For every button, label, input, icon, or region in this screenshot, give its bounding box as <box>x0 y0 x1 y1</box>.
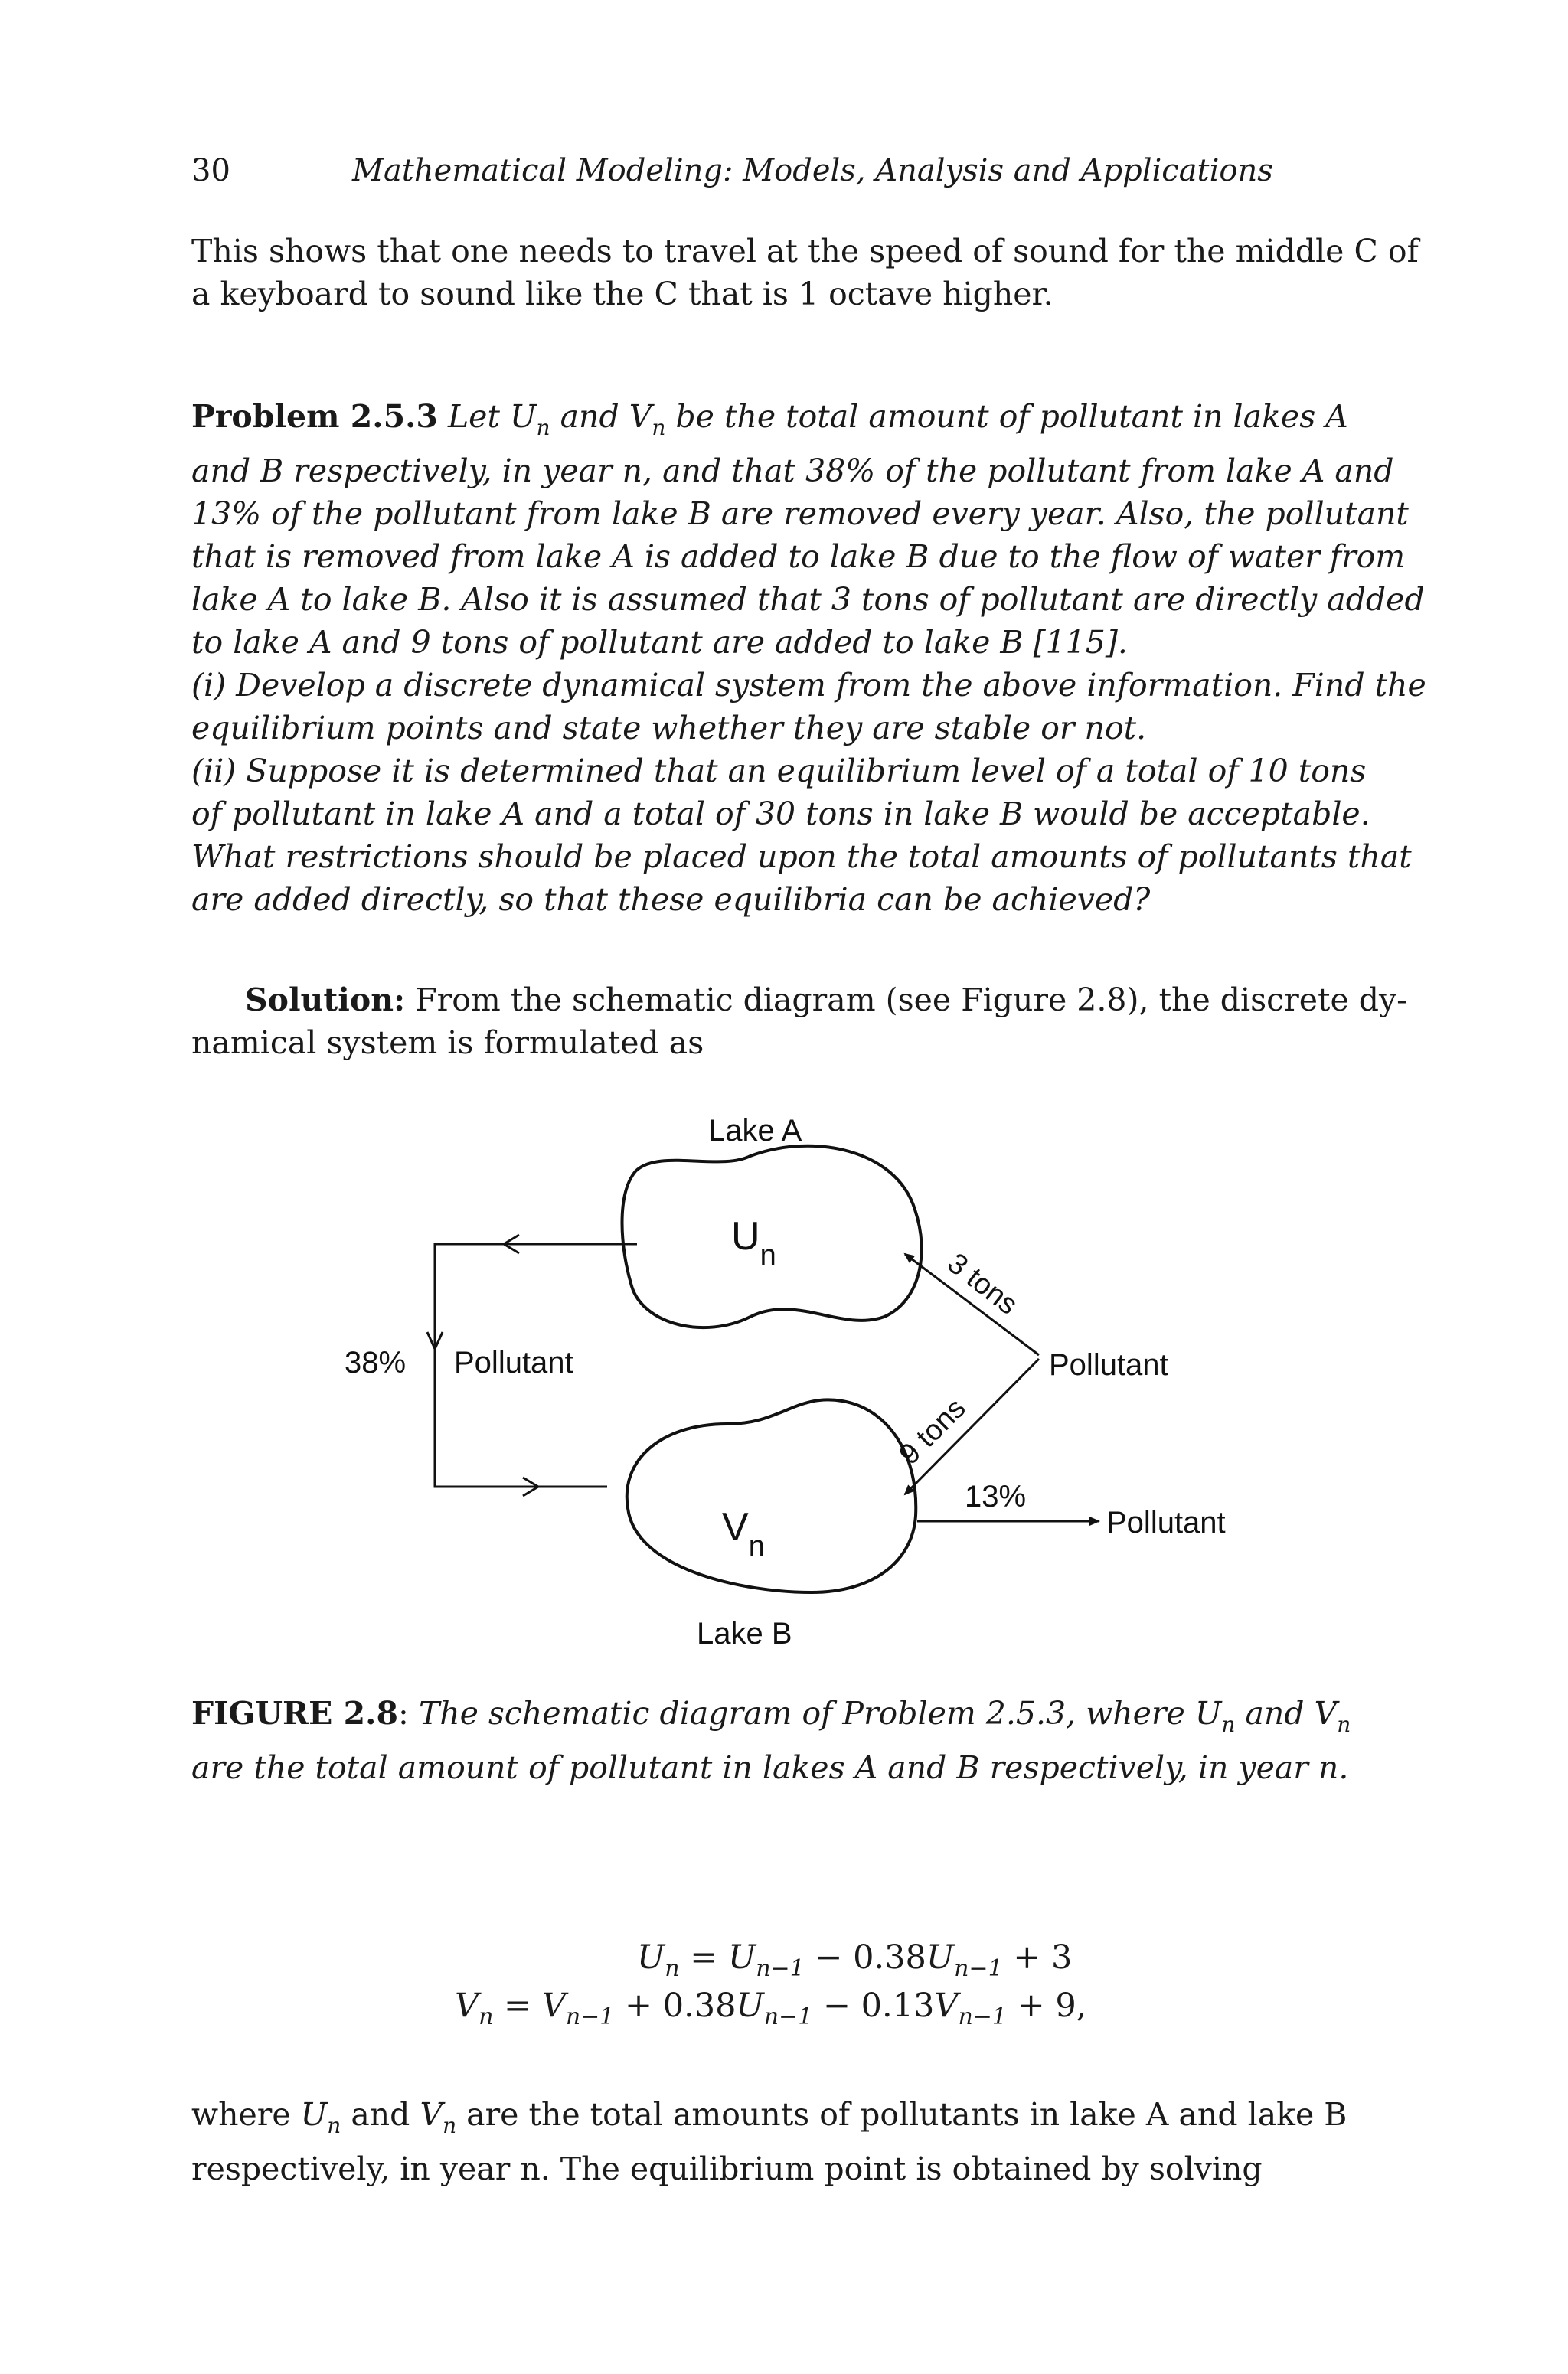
math-sub: n <box>665 1955 680 1982</box>
math-sub: n <box>652 415 666 440</box>
math-sub: n <box>1337 1712 1351 1737</box>
math-op: − 0.38 <box>804 1938 926 1977</box>
lake-b-label: Lake B <box>697 1617 792 1651</box>
problem-line: that is removed from lake A is added to lake B due to the flow of water from <box>191 538 1406 575</box>
math-sub: n <box>443 2113 457 2138</box>
caption-text: and <box>1235 1695 1315 1732</box>
problem-line: lake A to lake B. Also it is assumed that 3 tons of pollutant are directly added <box>191 581 1425 618</box>
outflow-pollutant-label: Pollutant <box>1106 1506 1226 1540</box>
equation-u <box>637 1938 1072 1982</box>
math-sub: n <box>479 2003 494 2030</box>
math-u: U <box>509 398 537 435</box>
problem-line: of pollutant in lake A and a total of 30 tons in lake B would be acceptable. <box>191 795 1370 832</box>
math-sub: n <box>1221 1712 1236 1737</box>
caption-label: FIGURE 2.8 <box>191 1695 398 1732</box>
math-v: V <box>420 2096 443 2133</box>
math-sub: n <box>536 415 550 440</box>
closing-line <box>191 2093 1396 2147</box>
page-number: 30 <box>191 153 230 188</box>
problem-line: (ii) Suppose it is determined that an equilibrium level of a total of 10 tons <box>191 753 1367 789</box>
problem-line: are added directly, so that these equilibria can be achieved? <box>191 881 1151 918</box>
equation-v <box>455 1987 1086 2030</box>
v-label <box>722 1505 765 1563</box>
problem-line: equilibrium points and state whether they are stable or not. <box>191 710 1147 746</box>
math-op: = <box>679 1938 728 1977</box>
intro-paragraph <box>191 230 1419 315</box>
math-v: V <box>541 1987 566 2025</box>
solution-label: Solution: <box>245 981 406 1018</box>
closing-text: are the total amounts of pollutants in lake A and lake B <box>456 2096 1348 2133</box>
math-op: = <box>493 1987 542 2025</box>
math-u: U <box>1194 1695 1222 1732</box>
math-sub: n−1 <box>565 2003 615 2030</box>
closing-line: respectively, in year n. The equilibrium point is obtained by solving <box>191 2150 1263 2187</box>
closing-paragraph <box>191 2093 1396 2190</box>
problem-line: and B respectively, in year n, and that 38% of the pollutant from lake A and <box>191 452 1394 489</box>
problem-text: and <box>550 398 629 435</box>
solution-text: From the schematic diagram (see Figure 2.8), the discrete dy- <box>415 981 1408 1018</box>
math-u: U <box>727 1938 756 1977</box>
three-tons-label: 3 tons <box>941 1246 1024 1321</box>
left-pollutant-label: Pollutant <box>454 1346 573 1380</box>
math-v: V <box>934 1987 959 2025</box>
caption-line: are the total amount of pollutant in lakes A and B respectively, in year n. <box>191 1749 1349 1786</box>
running-title: Mathematical Modeling: Models, Analysis and Applications <box>352 153 1273 188</box>
closing-text: where <box>191 2096 301 2133</box>
solution-paragraph <box>191 978 1408 1064</box>
problem-line <box>191 395 1396 449</box>
problem-label: Problem 2.5.3 <box>191 398 438 435</box>
problem-text: Let <box>447 398 510 435</box>
running-header <box>191 153 1401 199</box>
figure-caption <box>191 1692 1396 1789</box>
lake-a-label: Lake A <box>708 1114 802 1148</box>
lake-b-shape <box>627 1399 916 1592</box>
math-u: U <box>300 2096 328 2133</box>
u-label <box>731 1214 776 1272</box>
closing-text: and <box>341 2096 420 2133</box>
nine-tons-label: 9 tons <box>893 1392 972 1471</box>
left-percent-label: 38% <box>345 1346 407 1380</box>
math-sub: n−1 <box>958 2003 1007 2030</box>
problem-line: 13% of the pollutant from lake B are removed every year. Also, the pollutant <box>191 495 1409 532</box>
math-v: V <box>455 1987 479 2025</box>
math-v: V <box>1314 1695 1338 1732</box>
v-main: V <box>722 1505 749 1549</box>
v-sub: n <box>748 1530 765 1563</box>
math-u: U <box>736 1987 764 2025</box>
math-sub: n <box>327 2113 341 2138</box>
math-op: + 9, <box>1007 1987 1087 2025</box>
math-op: + 0.38 <box>614 1987 737 2025</box>
problem-text: be the total amount of pollutant in lakes A <box>665 398 1348 435</box>
problem-line: (i) Develop a discrete dynamical system from the above information. Find the <box>191 667 1426 704</box>
intro-line: This shows that one needs to travel at the speed of sound for the middle C of <box>191 233 1419 269</box>
math-sub: n−1 <box>763 2003 813 2030</box>
u-main: U <box>731 1214 760 1259</box>
inflow-pollutant-label: Pollutant <box>1049 1348 1168 1382</box>
math-u: U <box>637 1938 665 1977</box>
u-sub: n <box>760 1239 776 1272</box>
lake-a-shape <box>622 1146 922 1327</box>
solution-line: namical system is formulated as <box>191 1024 704 1061</box>
caption-text: The schematic diagram of Problem 2.5.3, where <box>408 1695 1195 1732</box>
math-sub: n−1 <box>954 1955 1003 1982</box>
problem-line: to lake A and 9 tons of pollutant are added to lake B [115]. <box>191 624 1128 661</box>
problem-line: What restrictions should be placed upon the total amounts of pollutants that <box>191 838 1412 875</box>
math-op: + 3 <box>1002 1938 1073 1977</box>
math-v: V <box>629 398 652 435</box>
problem-statement <box>191 395 1426 921</box>
caption-line <box>191 1692 1396 1746</box>
outflow-percent-label: 13% <box>965 1480 1027 1514</box>
math-sub: n−1 <box>756 1955 805 1982</box>
intro-line: a keyboard to sound like the C that is 1 octave higher. <box>191 276 1054 312</box>
caption-colon: : <box>397 1695 409 1732</box>
math-u: U <box>926 1938 955 1977</box>
solution-line <box>191 978 1408 1021</box>
math-op: − 0.13 <box>812 1987 935 2025</box>
lake-schematic-diagram <box>322 1102 1286 1677</box>
